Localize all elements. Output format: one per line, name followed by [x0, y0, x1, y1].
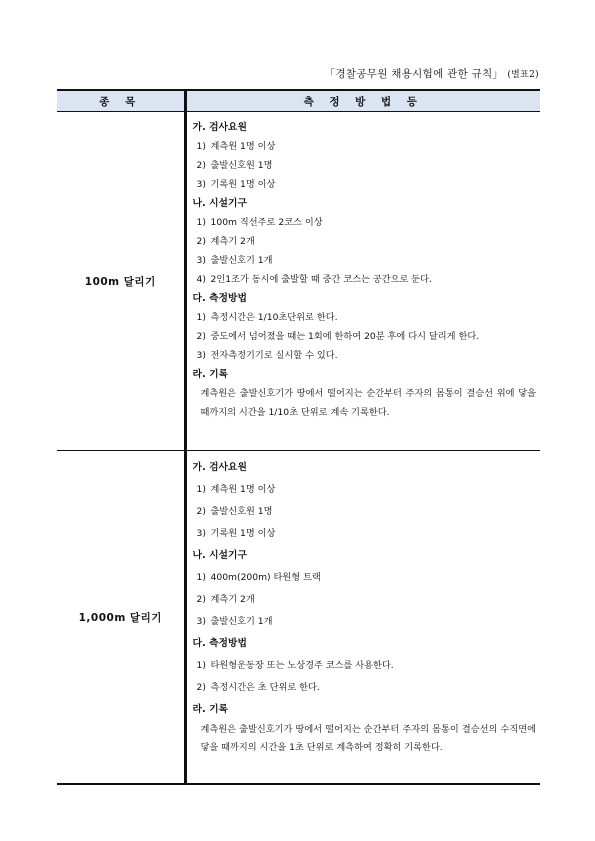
- list-item: 1) 타원형운동장 또는 노상경주 코스를 사용한다.: [196, 660, 394, 671]
- list-item: 1) 400m(200m) 타원형 트랙: [196, 572, 321, 583]
- list-item: 2) 계측기 2개: [196, 236, 255, 247]
- list-item: 3) 출발신호기 1개: [196, 255, 273, 266]
- list-item: 2) 계측기 2개: [196, 594, 255, 605]
- table-row-100m: [57, 112, 540, 451]
- event-name-100m: 100m 달리기: [57, 112, 185, 451]
- regulation-title: 「경찰공무원 채용시험에 관한 규칙」: [324, 68, 504, 80]
- section-title-record: 라. 기록: [192, 369, 229, 380]
- list-item: 1) 계측원 1명 이상: [196, 484, 276, 495]
- list-item: 2) 출발신호원 1명: [196, 506, 273, 517]
- list-item: 2) 출발신호원 1명: [196, 160, 273, 171]
- annex-label: (별표2): [507, 70, 539, 80]
- list-item: 1) 100m 직선주로 2코스 이상: [196, 217, 323, 228]
- event-column-header: 종 목: [57, 90, 185, 112]
- section-title-staff: 가. 검사요원: [192, 462, 247, 473]
- section-title-equipment: 나. 시설기구: [192, 198, 247, 209]
- list-item: 4) 2인1조가 동시에 출발할 때 중간 코스는 공간으로 둔다.: [196, 274, 432, 285]
- list-item: 3) 출발신호기 1개: [196, 616, 273, 627]
- section-title-staff: 가. 검사요원: [192, 122, 247, 133]
- list-item: 1) 측정시간은 1/10초단위로 한다.: [196, 312, 338, 323]
- table-header-row: [57, 90, 540, 112]
- method-cell-1000m: [185, 451, 540, 785]
- measurement-table: [57, 89, 540, 785]
- list-item: 1) 계측원 1명 이상: [196, 141, 276, 152]
- list-item: 3) 전자측정기기로 실시할 수 있다.: [196, 350, 338, 361]
- section-title-equipment: 나. 시설기구: [192, 550, 247, 561]
- section-title-method: 다. 측정방법: [192, 293, 247, 304]
- document-caption: [325, 66, 539, 81]
- list-item: 2) 중도에서 넘어졌을 때는 1회에 한하여 20분 후에 다시 달리게 한다.: [196, 331, 480, 342]
- record-note: 계측원은 출발신호기가 땅에서 떨어지는 순간부터 주자의 몸통이 결승선의 수직면에 닿을 때까지의 시간을 1초 단위로 계측하여 정확히 기록한다.: [200, 724, 536, 753]
- method-cell-100m: [185, 112, 540, 451]
- table-row-1000m: [57, 451, 540, 785]
- section-title-record: 라. 기록: [192, 704, 229, 715]
- list-item: 2) 측정시간은 초 단위로 한다.: [196, 682, 320, 693]
- list-item: 3) 기록원 1명 이상: [196, 179, 276, 190]
- list-item: 3) 기록원 1명 이상: [196, 528, 276, 539]
- section-title-method: 다. 측정방법: [192, 638, 247, 649]
- record-note: 계측원은 출발신호기가 땅에서 떨어지는 순간부터 주자의 몸통이 결승선 위에 닿을 때까지의 시간을 1/10초 단위로 계속 기록한다.: [200, 388, 536, 418]
- method-column-header: 측 정 방 법 등: [185, 90, 540, 112]
- event-name-1000m: 1,000m 달리기: [57, 451, 185, 785]
